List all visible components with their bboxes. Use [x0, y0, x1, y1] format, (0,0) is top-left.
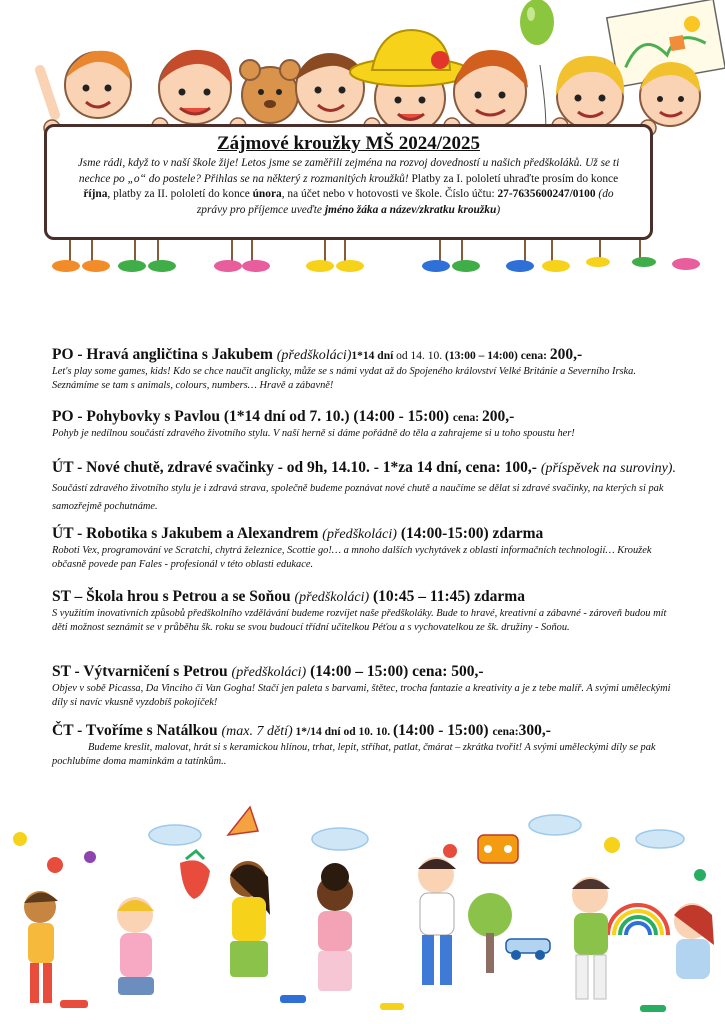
activity-description: Let's play some games, kids! Kdo se chce naučit anglicky, může se s námi vydat až do Spojeného království Velké Británie a Severního Irska. Seznámíme se tam s animals, colours, numbers… Hravě a zábavně! — [52, 366, 636, 392]
child-face-1 — [40, 51, 131, 118]
activity-list — [52, 346, 676, 770]
account-number: 27-7635600247/0100 — [497, 188, 596, 201]
activity-heading — [52, 459, 676, 476]
child-painting-6 — [572, 877, 610, 999]
activity-item — [52, 408, 676, 459]
activity-time-price: (14:00-15:00) zdarma — [396, 525, 544, 542]
activity-note: (předškoláci) — [322, 527, 397, 542]
activity-price: 200,- — [549, 346, 583, 363]
activity-item — [52, 525, 676, 588]
intro-note-end: ) — [496, 203, 501, 216]
intro-note-bold: jméno žáka a název/zkratku kroužku — [324, 203, 497, 216]
activity-time-price: (10:45 – 11:45) zdarma — [369, 588, 525, 605]
activity-item — [52, 459, 676, 525]
activity-title: ÚT - Robotika s Jakubem a Alexandrem — [52, 525, 323, 542]
activity-time: (13:00 – 14:00) — [445, 350, 521, 362]
intro-text — [69, 156, 628, 218]
activity-description: S využitím inovativních způsobů předškolního vzdělávání budeme rozvíjet naše předškoláky. Bude to hravé, kreativní a zábavné - zároveň budou mít děti možnost seznámit se v průběhu šk. roku se svou budoucí třídní učitelkou Péťou a s vychovatelkou ze šk. družiny - Soňou. — [52, 608, 667, 634]
shoes — [52, 257, 700, 272]
activity-item — [52, 722, 676, 770]
activity-start: od 14. 10. — [396, 350, 446, 362]
activity-item — [52, 588, 676, 663]
activity-heading — [52, 408, 676, 427]
activity-description: Součástí zdravého životního stylu je i zdravá strava, společně budeme poznávat nové chutě a naučíme se dělat si zdravé svačinky, na kterých si pak samozřejmě pochutnáme. — [52, 483, 664, 513]
intro-italic: Jsme rádi, když to v naší škole žije! Letos jsme se zaměřili zejména na rozvoj dovedností u našich předškoláků. Už se ti nechce po „o“ do postele? Přihlas se na některý z rozmanitých kroužků! — [77, 157, 620, 185]
activity-heading — [52, 525, 676, 544]
activity-title: PO - Hravá angličtina s Jakubem — [52, 346, 277, 363]
strawberry-icon — [180, 851, 210, 899]
child-painting-2 — [117, 897, 154, 995]
activity-frequency: 1*/14 dní od 10. 10. — [292, 726, 393, 738]
activity-frequency: 1*14 dní — [351, 350, 397, 362]
activity-time: (14:00 - 15:00) — [393, 722, 493, 739]
activity-note: (předškoláci) — [294, 590, 370, 605]
activity-price-label: cena: — [492, 726, 519, 738]
activity-item — [52, 346, 676, 408]
page-title: Zájmové kroužky MŠ 2024/2025 — [216, 133, 480, 154]
tree-doodle-icon — [468, 893, 512, 973]
activity-note: (předškoláci) — [231, 665, 307, 680]
activity-note: (předškoláci) — [276, 348, 352, 363]
child-painting-3 — [230, 861, 270, 977]
intro-payment-3: , na účet nebo v hotovosti ve škole. Číslo účtu: — [281, 188, 498, 201]
intro-month-2: února — [252, 188, 282, 201]
child-painting-4 — [317, 863, 353, 991]
footer-illustration-painting-kids — [0, 795, 725, 1024]
rainbow-doodle-icon — [608, 905, 668, 935]
activity-heading — [52, 663, 676, 682]
child-painting-7 — [674, 903, 714, 979]
activity-title: ST – Škola hrou s Petrou a se Soňou — [52, 588, 295, 605]
legs-and-shoes — [70, 240, 640, 262]
intro-month-1: října — [83, 188, 108, 201]
activity-description: Roboti Vex, programování ve Scratchi, chytrá železnice, Scottie go!… a mnoho dalších vychytávek z oblasti informačních technologií… Kroužek občasně povede pan Fales - profesionál v této oblasti edukace. — [52, 545, 652, 571]
activity-title: ST - Výtvarničení s Petrou — [52, 663, 232, 680]
child-face-4 — [454, 50, 528, 128]
teddy-bear-icon — [240, 60, 300, 123]
activity-item — [52, 663, 676, 722]
activity-title: ÚT - Nové chutě, zdravé svačinky - od 9h, 14.10. - 1*za 14 dní, cena: 100,- — [52, 459, 541, 476]
intro-note: (do zprávy pro příjemce uveďte — [196, 188, 614, 216]
activity-heading — [52, 722, 676, 741]
activity-price-label: cena: — [520, 350, 550, 362]
intro-payment: Platby za I. pololetí uhraďte prosím do konce — [408, 172, 619, 185]
child-painting-5 — [418, 857, 456, 985]
activity-description: Budeme kreslit, malovat, hrát si s keramickou hlínou, trhat, lepit, stříhat, patlat, čmárat – zkrátka tvořit! A svými uměleckými díly se pak pochlubíme doma maminkám a tatínkům.. — [52, 742, 656, 768]
activity-heading — [52, 588, 676, 607]
rocket-icon — [228, 807, 258, 835]
paint-tubes — [60, 995, 666, 1012]
activity-description: Objev v sobě Picassa, Da Vinciho či Van Gogha! Stačí jen paleta s barvami, štětec, trocha fantazie a kreativity a je z tebe malíř. A svými uměleckými díly si navíc vkusně vyzdobíš pokojíček! — [52, 683, 671, 709]
child-face-3 — [296, 54, 364, 122]
child-painting-1 — [24, 891, 58, 1003]
intro-banner — [44, 124, 653, 240]
activity-note: (max. 7 dětí) — [221, 724, 293, 739]
robot-doodle-icon — [478, 835, 518, 863]
child-face-2 — [159, 50, 232, 124]
child-face-5 — [556, 56, 624, 129]
activity-description: Pohyb je nedílnou součástí zdravého životního stylu. V naší herně si dáme pořádně do těla a zahrajeme si u toho spoustu her! — [52, 428, 575, 439]
activity-note: (příspěvek na suroviny). — [540, 461, 676, 476]
activity-time-price: (14:00 – 15:00) cena: 500,- — [306, 663, 484, 680]
car-doodle-icon — [506, 939, 550, 960]
activity-price-label: cena: — [452, 412, 482, 424]
intro-payment-2: , platby za II. pololetí do konce — [107, 188, 253, 201]
activity-title: ČT - Tvoříme s Natálkou — [52, 722, 222, 739]
activity-title: PO - Pohybovky s Pavlou (1*14 dní od 7. 10.) (14:00 - 15:00) — [52, 408, 453, 425]
activity-price: 300,- — [518, 722, 551, 739]
activity-price: 200,- — [481, 408, 515, 425]
activity-heading — [52, 346, 676, 365]
